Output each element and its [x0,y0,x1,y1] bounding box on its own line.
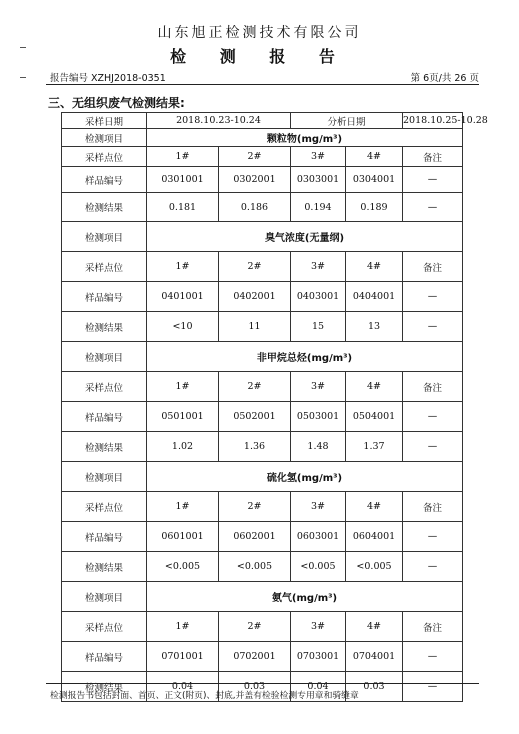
remark-value: — [403,312,463,342]
remark-label: 备注 [403,492,463,522]
sample-row [62,282,463,312]
sample-no: 0404001 [346,282,403,312]
margin-mark [20,77,26,78]
remark-value: — [403,167,463,193]
sample-no: 0504001 [346,402,403,432]
result-value: 1.36 [219,432,291,462]
remark-value: — [403,522,463,552]
result-value: 0.181 [147,193,219,222]
item-row [62,462,463,492]
point-row [62,372,463,402]
sample-no: 0603001 [291,522,346,552]
result-value: 0.03 [346,672,403,702]
point-4: 4# [346,612,403,642]
sample-no: 0502001 [219,402,291,432]
sample-no: 0401001 [147,282,219,312]
result-value: 0.03 [219,672,291,702]
result-label: 检测结果 [62,672,147,702]
section-title: 三、无组织废气检测结果: [48,96,185,110]
result-row [62,552,463,582]
result-value: <0.005 [147,552,219,582]
remark-label: 备注 [403,372,463,402]
item-label: 检测项目 [62,342,147,372]
result-value: 1.37 [346,432,403,462]
point-2: 2# [219,492,291,522]
result-value: 0.04 [147,672,219,702]
sample-no: 0703001 [291,642,346,672]
result-value: 0.194 [291,193,346,222]
remark-label: 备注 [403,612,463,642]
report-title: 检 测 报 告 [170,47,349,66]
point-1: 1# [147,372,219,402]
point-1: 1# [147,252,219,282]
result-label: 检测结果 [62,552,147,582]
parameter-name: 氨气(mg/m³) [147,582,463,612]
date-row [62,113,463,129]
sample-no: 0702001 [219,642,291,672]
item-label: 检测项目 [62,129,147,147]
result-label: 检测结果 [62,312,147,342]
point-3: 3# [291,147,346,167]
item-row [62,582,463,612]
point-2: 2# [219,147,291,167]
result-value: 0.189 [346,193,403,222]
point-4: 4# [346,492,403,522]
analysis-date-value: 2018.10.25-10.28 [403,113,463,129]
sample-no: 0503001 [291,402,346,432]
point-3: 3# [291,612,346,642]
point-label: 采样点位 [62,252,147,282]
item-label: 检测项目 [62,462,147,492]
sample-label: 样品编号 [62,522,147,552]
sample-label: 样品编号 [62,282,147,312]
result-row [62,432,463,462]
result-label: 检测结果 [62,432,147,462]
result-label: 检测结果 [62,193,147,222]
item-label: 检测项目 [62,222,147,252]
point-2: 2# [219,612,291,642]
remark-value: — [403,672,463,702]
sample-row [62,642,463,672]
sample-no: 0302001 [219,167,291,193]
item-label: 检测项目 [62,582,147,612]
result-value: 11 [219,312,291,342]
result-value: <0.005 [219,552,291,582]
point-4: 4# [346,147,403,167]
sample-label: 样品编号 [62,402,147,432]
result-value: 0.186 [219,193,291,222]
remark-value: — [403,642,463,672]
item-row [62,222,463,252]
footer-note: 检测报告书包括封面、首页、正文(附页)、封底,并盖有检验检测专用章和骑缝章 [50,691,359,701]
point-label: 采样点位 [62,492,147,522]
remark-value: — [403,402,463,432]
sample-label: 样品编号 [62,167,147,193]
report-number: 报告编号 XZHJ2018-0351 [50,73,166,84]
sample-no: 0701001 [147,642,219,672]
point-row [62,252,463,282]
sample-no: 0602001 [219,522,291,552]
point-2: 2# [219,252,291,282]
result-row [62,312,463,342]
page-number: 第 6页/共 26 页 [410,73,479,84]
point-3: 3# [291,492,346,522]
sample-no: 0402001 [219,282,291,312]
item-row [62,129,463,147]
parameter-name: 非甲烷总烃(mg/m³) [147,342,463,372]
point-row [62,147,463,167]
point-row [62,612,463,642]
point-4: 4# [346,252,403,282]
footer-divider [46,683,479,684]
result-value: <0.005 [291,552,346,582]
point-2: 2# [219,372,291,402]
point-row [62,492,463,522]
remark-value: — [403,193,463,222]
header-divider [46,84,479,85]
sample-no: 0601001 [147,522,219,552]
sampling-date-label: 采样日期 [62,113,147,129]
point-1: 1# [147,492,219,522]
sample-no: 0403001 [291,282,346,312]
sample-no: 0303001 [291,167,346,193]
parameter-name: 颗粒物(mg/m³) [147,129,463,147]
point-label: 采样点位 [62,147,147,167]
company-name: 山东旭正检测技术有限公司 [157,25,362,41]
result-value: <0.005 [346,552,403,582]
remark-label: 备注 [403,147,463,167]
sample-no: 0501001 [147,402,219,432]
sample-no: 0704001 [346,642,403,672]
result-value: 1.02 [147,432,219,462]
point-label: 采样点位 [62,372,147,402]
sample-no: 0304001 [346,167,403,193]
result-value: 13 [346,312,403,342]
remark-value: — [403,552,463,582]
point-4: 4# [346,372,403,402]
point-3: 3# [291,372,346,402]
remark-value: — [403,432,463,462]
item-row [62,342,463,372]
point-1: 1# [147,612,219,642]
parameter-name: 硫化氢(mg/m³) [147,462,463,492]
results-table [61,112,488,702]
sampling-date-value: 2018.10.23-10.24 [147,113,291,129]
parameter-name: 臭气浓度(无量纲) [147,222,463,252]
remark-value: — [403,282,463,312]
result-value: 15 [291,312,346,342]
sample-label: 样品编号 [62,642,147,672]
remark-label: 备注 [403,252,463,282]
result-value: 0.04 [291,672,346,702]
point-3: 3# [291,252,346,282]
sample-no: 0604001 [346,522,403,552]
result-value: 1.48 [291,432,346,462]
sample-row [62,167,463,193]
point-1: 1# [147,147,219,167]
result-value: <10 [147,312,219,342]
result-row [62,193,463,222]
sample-no: 0301001 [147,167,219,193]
sample-row [62,522,463,552]
analysis-date-label: 分析日期 [291,113,403,129]
sample-row [62,402,463,432]
point-label: 采样点位 [62,612,147,642]
